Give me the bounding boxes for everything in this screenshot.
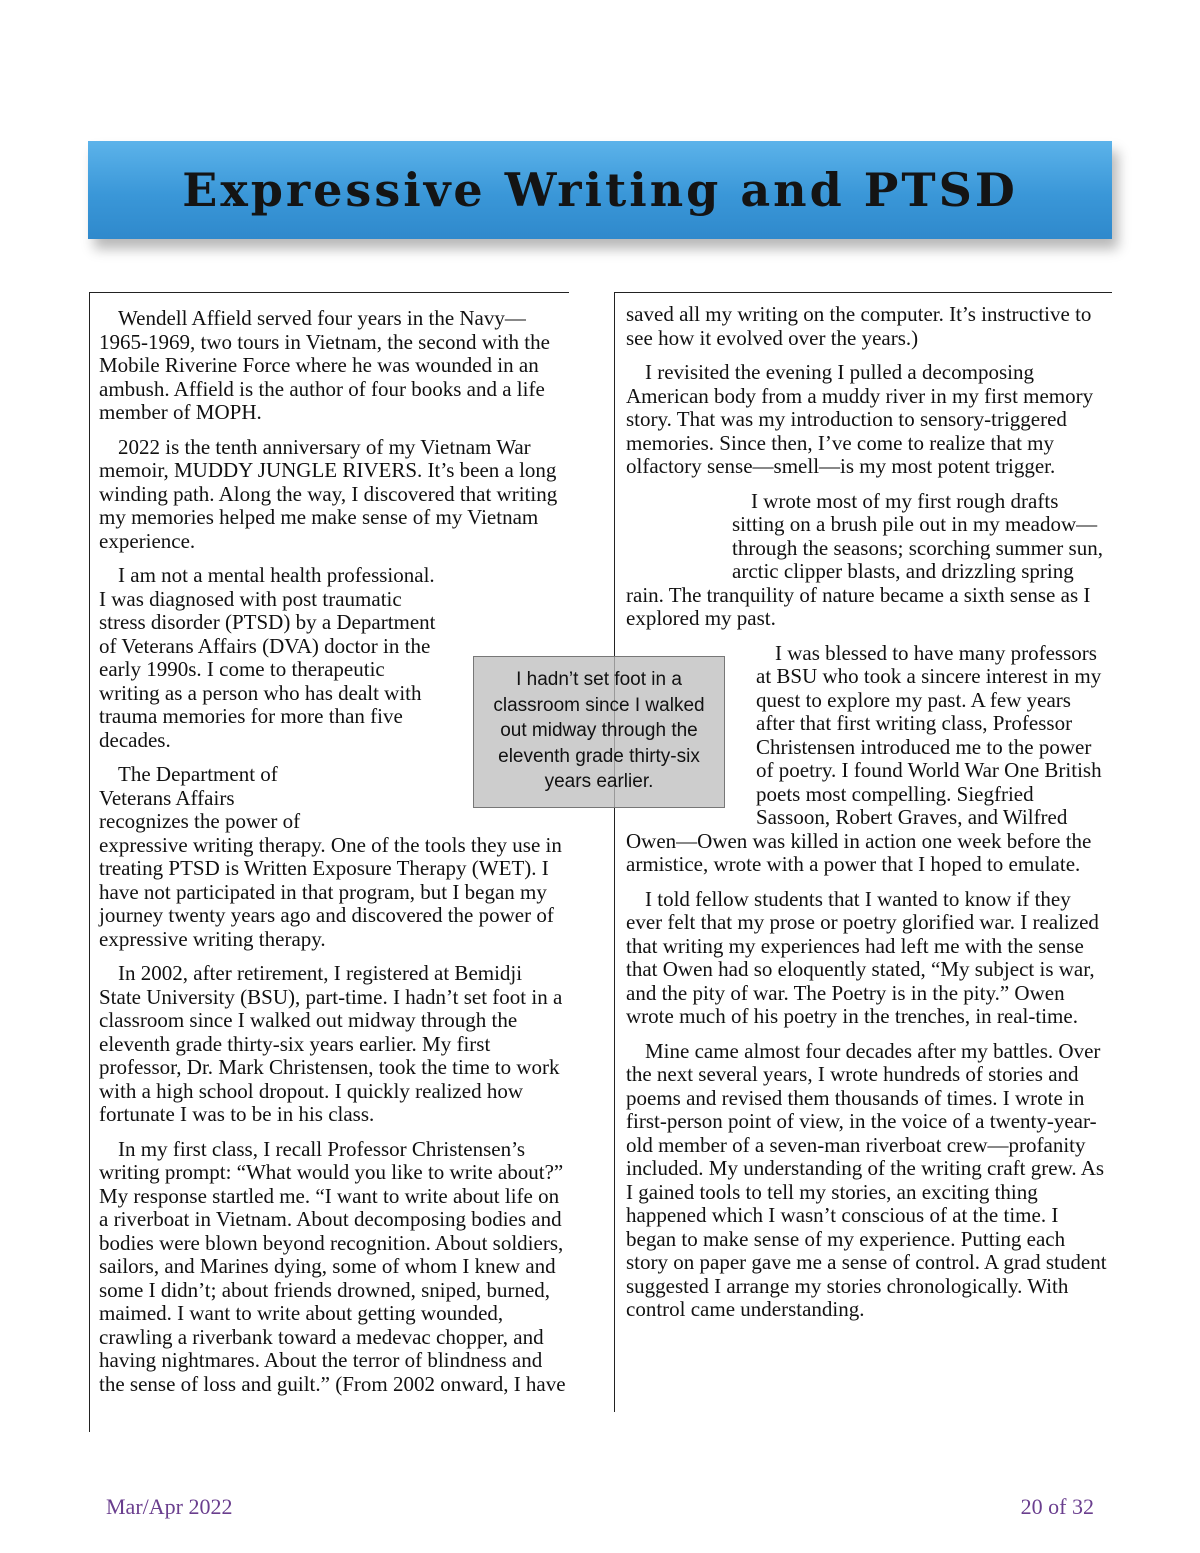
body-paragraph: I wrote most of my first rough drafts sitting on a brush pile out in my meadow—through the seasons; scorching summer sun, arctic clipper blasts, and drizzling spring rain. The tranquility of nature became a sixth sense as I explored my past. [626,488,1103,630]
title-banner [88,141,1112,239]
body-paragraph: In 2002, after retirement, I registered at Bemidji State University (BSU), part-time. I hadn’t set foot in a classroom since I walked out midway through the eleventh grade thirty-six years earlier. My first professor, Dr. Mark Christensen, took the time to work with a high school dropout. I quickly realized how fortunate I was to be in his class. [99,961,563,1126]
page-number: 20 of 32 [1020,1494,1094,1519]
left-column [89,292,569,1432]
body-paragraph: I revisited the evening I pulled a decomposing American body from a muddy river in my first memory story. That was my introduction to sensory-triggered memories. Since then, I’ve come to realize that my olfactory sense—smell—is my most potent trigger. [626,360,1094,478]
pull-quote: I hadn’t set foot in a classroom since I walked out midway through the eleventh grade thirty-six years earlier. [473,656,725,808]
issue-date: Mar/Apr 2022 [106,1494,233,1519]
body-paragraph: Mine came almost four decades after my battles. Over the next several years, I wrote hundreds of stories and poems and revised them thousands of times. I wrote in first-person point of view, in the voice of a twenty-year-old member of a seven-man riverboat crew—profanity included. My understanding of the writing craft grew. As I gained tools to tell my stories, an exciting thing happened which I wasn’t conscious of at the time. I began to make sense of my experience. Putting each story on paper gave me a sense of control. A grad student suggested I arrange my stories chronologically. With control came understanding. [626,1038,1107,1321]
body-paragraph: I was blessed to have many professors at BSU who took a sincere interest in my quest to explore my past. A few years after that first writing class, Professor Christensen introduced me to the power of poetry. I found World War One British poets most compelling. Siegfried Sassoon, Robert Graves, and Wilfred Owen—Owen was killed in action one week before the armistice, wrote with a power that I hoped to emulate. [626,640,1102,876]
page-title: Expressive Writing and PTSD [182,163,1018,217]
body-paragraph: I am not a mental health professional. I was diagnosed with post traumatic stress disorder (PTSD) by a Department of Veterans Affairs (DVA) doctor in the early 1990s. I come to therapeutic writing as a person who has dealt with trauma memories for more than five decades. [99,563,436,752]
right-column [614,292,1112,1412]
body-paragraph: The Department of Veterans Affairs recognizes the power of expressive writing therapy. One of the tools they use in treating PTSD is Written Exposure Therapy (WET). I have not participated in that program, but I began my journey twenty years ago and discovered the power of expressive writing therapy. [99,762,562,951]
body-paragraph: saved all my writing on the computer. It’s instructive to see how it evolved over the years.) [626,302,1092,350]
body-paragraph: 2022 is the tenth anniversary of my Vietnam War memoir, MUDDY JUNGLE RIVERS. It’s been a long winding path. Along the way, I discovered that writing my memories helped me make sense of my Vietnam experience. [99,434,558,553]
body-paragraph: In my first class, I recall Professor Christensen’s writing prompt: “What would you like to write about?” My response startled me. “I want to write about life on a riverboat in Vietnam. About decomposing bodies and bodies were blown beyond recognition. About soldiers, sailors, and Marines dying, some of whom I knew and some I didn’t; about friends drowned, sniped, burned, maimed. I want to write about getting wounded, crawling a riverbank toward a medevac chopper, and having nightmares. About the terror of blindness and the sense of loss and guilt.” (From 2002 onward, I have [99,1136,566,1396]
author-bio-paragraph: Wendell Affield served four years in the Navy—1965-1969, two tours in Vietnam, the second with the Mobile Riverine Force where he was wounded in an ambush. Affield is the author of four books and a life member of MOPH. [99,306,550,424]
body-paragraph: I told fellow students that I wanted to know if they ever felt that my prose or poetry glorified war. I realized that writing my experiences had left me with the sense that Owen had so eloquently stated, “My subject is war, and the pity of war. The Poetry is in the pity.” Owen wrote much of his poetry in the trenches, in real-time. [626,886,1099,1028]
